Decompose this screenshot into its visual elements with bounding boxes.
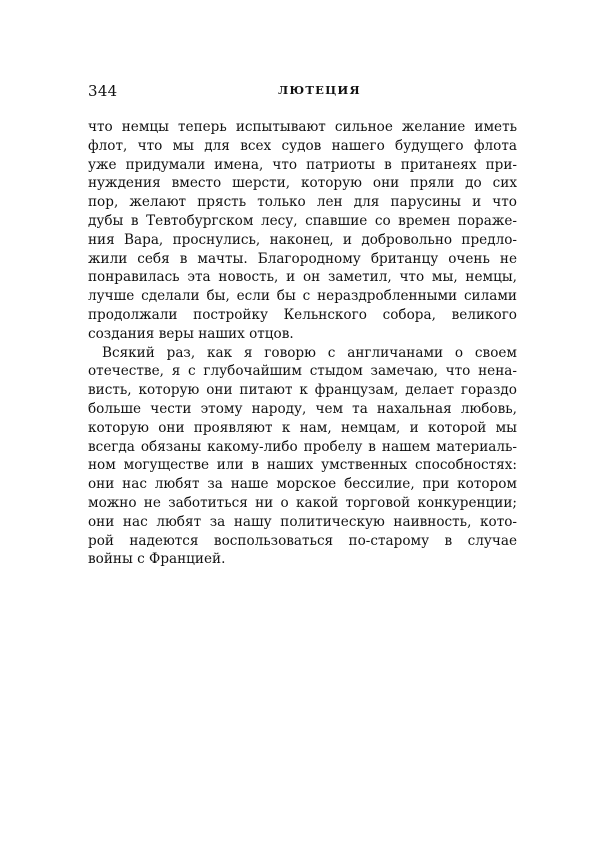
text-line: понравилась эта новость, и он заметил, что мы, немцы,	[88, 269, 517, 286]
text-line: они нас любят за наше морское бессилие, при котором	[88, 476, 517, 493]
text-line: создания веры наших отцов.	[88, 325, 294, 342]
text-line: они нас любят за нашу политическую наивность, кото-	[88, 513, 517, 530]
running-title: ЛЮТЕЦИЯ	[278, 83, 361, 97]
text-line: больше чести этому народу, чем та нахальная любовь,	[88, 400, 517, 417]
text-line: висть, которую они питают к французам, делает гораздо	[88, 382, 517, 399]
text-line: дубы в Тевтобургском лесу, спавшие со времен пораже-	[88, 212, 517, 229]
body-text	[88, 118, 517, 569]
text-line: войны с Францией.	[88, 551, 226, 568]
text-line: жили себя в мачты. Благородному британцу очень не	[88, 250, 517, 267]
text-line: всегда обязаны какому-либо пробелу в нашем материаль-	[88, 438, 517, 455]
text-line: ния Вара, проснулись, наконец, и добровольно предло-	[88, 231, 517, 248]
text-line: уже придумали имена, что патриоты в пританеях при-	[88, 156, 517, 173]
paragraph-1	[88, 118, 517, 344]
page-header	[88, 82, 518, 104]
text-line: флот, что мы для всех судов нашего будущего флота	[88, 137, 517, 154]
text-line: пор, желают прясть только лен для парусины и что	[88, 194, 517, 211]
text-line: ном могуществе или в наших умственных способностях:	[88, 457, 517, 474]
text-line: отечестве, я с глубочайшим стыдом замечаю, что нена-	[88, 363, 517, 380]
paragraph-2	[88, 344, 517, 570]
text-line: рой надеются воспользоваться по-старому в случае	[88, 532, 517, 549]
text-line: Всякий раз, как я говорю с англичанами о своем	[102, 344, 517, 361]
page-number: 344	[88, 82, 118, 100]
text-line: можно не заботиться ни о какой торговой конкуренции;	[88, 494, 517, 511]
text-line: которую они проявляют к нам, немцам, и которой мы	[88, 419, 517, 436]
text-line: нуждения вместо шерсти, которую они пряли до сих	[88, 175, 517, 192]
text-line: что немцы теперь испытывают сильное желание иметь	[88, 119, 517, 135]
text-line: лучше сделали бы, если бы с нераздробленными силами	[88, 288, 517, 305]
text-line: продолжали постройку Кельнского собора, великого	[88, 306, 517, 323]
